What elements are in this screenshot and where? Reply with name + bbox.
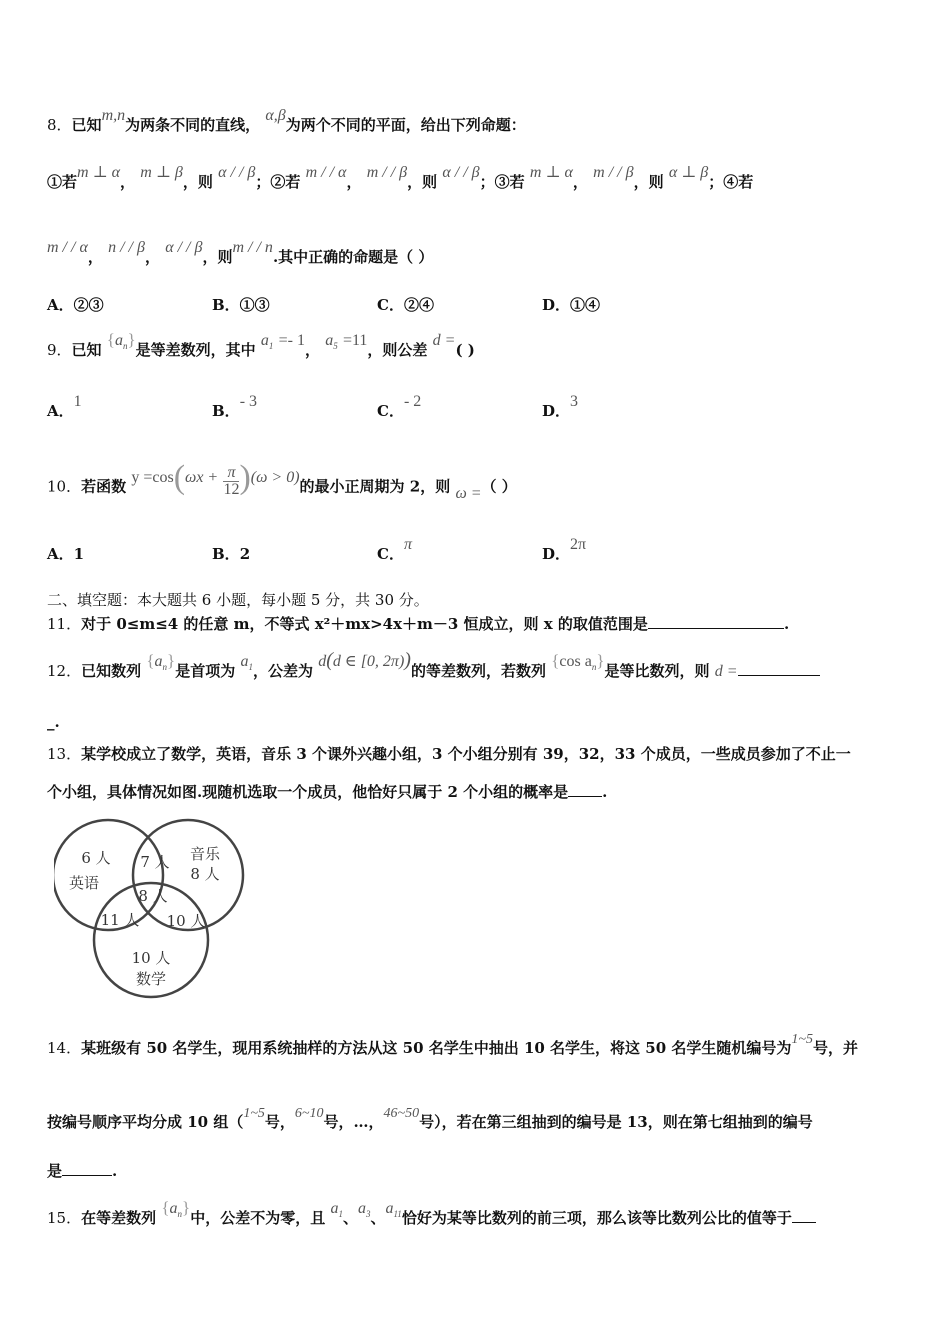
music-math-count: 10 人 [166,912,206,930]
q9-option-d: D．3 [542,393,579,420]
q10-pi-numerator: π [227,464,236,481]
q15-line: 15．在等差数列 $\{a_n\}$中，公差不为零，且 $a_1$、$a_3$、$a_{11}$恰好为某等比数列的前三项，那么该等比数列公比的值等于 [47,1208,816,1234]
q13-line2: 个小组，具体情况如图.现随机选取一个成员，他恰好只属于 2 个小组的概率是 . [47,783,608,801]
q10-option-d: D．2π [542,536,587,563]
q10-option-c: C．π [377,536,412,563]
q8-line3: m / / α， n / / β， α / / β，则m / / n.其中正确的命题是（ ） [47,239,434,266]
q12-line2: _. [47,713,60,731]
q12-line: 12．已知数列 $\{a_n\}$是首项为 $a_1$，公差为 d(d ∈ [0, 2π))的等差数列，若数列 {cos $a_n$}是等比数列，则 d = [47,660,820,687]
q11-answer-blank[interactable] [648,614,784,629]
q9-option-a: A．1 [47,393,82,420]
q13-line1: 13．某学校成立了数学，英语，音乐 3 个课外兴趣小组，3 个小组分别有 39，32，33 个成员，一些成员参加了不止一 [47,745,851,763]
q12-answer-blank[interactable] [738,661,820,676]
q13-answer-blank[interactable] [568,782,602,797]
q9-option-c: C．- 2 [377,393,422,420]
q8-mn: m,n [101,107,126,124]
q10-denominator: 12 [223,481,240,498]
q8-number: 8． [47,116,72,134]
q10-line: 10．若函数 y =cos(ωx + $\frac{\pi}{12}$ )(ω > 0)的最小正周期为 2，则 ω =（ ） [47,458,517,502]
q8-option-a: A．②③ [47,296,104,314]
q9-option-b: B．- 3 [212,393,258,420]
q14-answer-blank[interactable] [62,1161,112,1176]
english-label: 英语 [68,874,100,892]
q8-option-d: D．①④ [542,296,601,314]
section-2-heading: 二、填空题：本大题共 6 小题，每小题 5 分，共 30 分。 [47,591,429,609]
q8-option-c: C．②④ [377,296,434,314]
q8-line2: ①若m ⊥ α， m ⊥ β，则 α / / β；②若 m / / α， m / / β，则 α / / β；③若 m ⊥ α， m / / β，则 α ⊥ β；④若 [47,164,754,191]
venn-diagram [54,815,254,1000]
music-count: 8 人 [190,865,220,883]
q8-alpha-beta: α,β [265,107,286,124]
math-label: 数学 [135,970,167,988]
english-math-count: 11 人 [100,911,140,929]
english-music-count: 7 人 [140,853,170,871]
math-count: 10 人 [131,949,171,967]
q14-line2: 按编号顺序平均分成 10 组（1~5号，6~10号，…，46~50号），若在第三组抽到的编号是 13，则在第七组抽到的编号 [47,1106,813,1131]
q14-line1: 14．某班级有 50 名学生，现用系统抽样的方法从这 50 名学生中抽出 10 名学生，将这 50 名学生随机编号为1~5号，并 [47,1032,858,1057]
q10-option-a: A．1 [47,545,85,563]
english-count: 6 人 [81,849,111,867]
q9-line: 9．已知 $\{a_n\}$是等差数列，其中 $a_1 =- 1$， $a_5 =11$，则公差 d =( ) [47,330,475,359]
q15-answer-blank[interactable] [792,1208,816,1223]
q11-line: 11．对于 0≤m≤4 的任意 m，不等式 x²＋mx>4x＋m－3 恒成立，则 x 的取值范围是 . [47,615,790,633]
music-label: 音乐 [189,845,221,863]
q8-line1: 8．已知m,n为两条不同的直线， α,β为两个不同的平面，给出下列命题： [47,107,526,134]
q8-option-b: B．①③ [212,296,270,314]
q10-option-b: B．2 [212,545,251,563]
q14-line3: 是 . [47,1162,118,1180]
all-three-count: 8 人 [138,887,168,905]
